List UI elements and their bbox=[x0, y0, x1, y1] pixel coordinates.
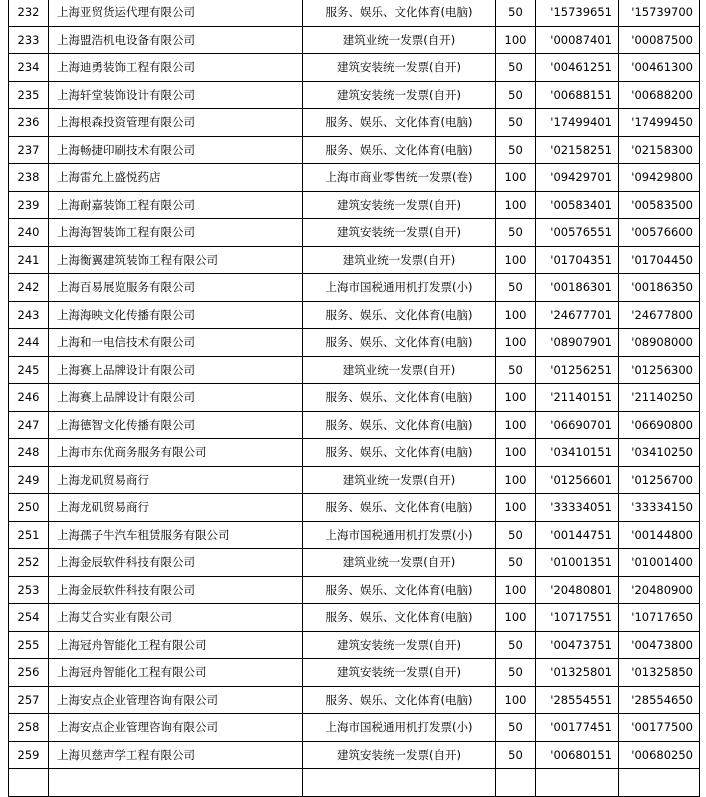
invoice-type-cell: 上海市国税通用机打发票(小) bbox=[303, 714, 496, 742]
end-number-cell: '01325850 bbox=[619, 659, 700, 687]
table-row bbox=[9, 164, 700, 192]
table-row bbox=[9, 631, 700, 659]
row-number-cell: 238 bbox=[9, 164, 49, 192]
invoice-type-cell bbox=[303, 769, 496, 797]
end-number-cell: '00461300 bbox=[619, 54, 700, 82]
start-number-cell: '33334051 bbox=[536, 494, 619, 522]
start-number-cell: '15739651 bbox=[536, 0, 619, 26]
invoice-type-cell: 建筑业统一发票(自开) bbox=[303, 356, 496, 384]
start-number-cell: '03410151 bbox=[536, 439, 619, 467]
company-name-cell: 上海龙矶贸易商行 bbox=[49, 466, 303, 494]
row-number-cell: 243 bbox=[9, 301, 49, 329]
row-number-cell: 254 bbox=[9, 604, 49, 632]
start-number-cell: '00583401 bbox=[536, 191, 619, 219]
start-number-cell bbox=[536, 769, 619, 797]
invoice-type-cell: 上海市商业零售统一发票(卷) bbox=[303, 164, 496, 192]
end-number-cell: '00177500 bbox=[619, 714, 700, 742]
table-row bbox=[9, 604, 700, 632]
invoice-type-cell: 建筑安装统一发票(自开) bbox=[303, 191, 496, 219]
company-name-cell: 上海耐嘉装饰工程有限公司 bbox=[49, 191, 303, 219]
table-row bbox=[9, 356, 700, 384]
row-number-cell: 253 bbox=[9, 576, 49, 604]
company-name-cell: 上海和一电信技术有限公司 bbox=[49, 329, 303, 357]
company-name-cell: 上海贝慈声学工程有限公司 bbox=[49, 741, 303, 769]
end-number-cell: '00186350 bbox=[619, 274, 700, 302]
quantity-cell: 100 bbox=[496, 411, 536, 439]
company-name-cell: 上海迪勇装饰工程有限公司 bbox=[49, 54, 303, 82]
start-number-cell: '00461251 bbox=[536, 54, 619, 82]
quantity-cell: 50 bbox=[496, 714, 536, 742]
start-number-cell: '01001351 bbox=[536, 549, 619, 577]
invoice-table bbox=[8, 0, 700, 797]
company-name-cell: 上海海映文化传播有限公司 bbox=[49, 301, 303, 329]
company-name-cell: 上海冠舟智能化工程有限公司 bbox=[49, 659, 303, 687]
end-number-cell: '01704450 bbox=[619, 246, 700, 274]
start-number-cell: '28554551 bbox=[536, 686, 619, 714]
quantity-cell: 100 bbox=[496, 246, 536, 274]
quantity-cell: 50 bbox=[496, 549, 536, 577]
company-name-cell: 上海衡翼建筑装饰工程有限公司 bbox=[49, 246, 303, 274]
end-number-cell: '09429800 bbox=[619, 164, 700, 192]
quantity-cell: 50 bbox=[496, 109, 536, 137]
row-number-cell: 241 bbox=[9, 246, 49, 274]
row-number-cell: 255 bbox=[9, 631, 49, 659]
invoice-type-cell: 服务、娱乐、文化体育(电脑) bbox=[303, 384, 496, 412]
company-name-cell: 上海金辰软件科技有限公司 bbox=[49, 576, 303, 604]
quantity-cell: 50 bbox=[496, 356, 536, 384]
invoice-type-cell: 服务、娱乐、文化体育(电脑) bbox=[303, 686, 496, 714]
company-name-cell: 上海孺子牛汽车租赁服务有限公司 bbox=[49, 521, 303, 549]
end-number-cell: '00583500 bbox=[619, 191, 700, 219]
company-name-cell: 上海畅捷印刷技术有限公司 bbox=[49, 136, 303, 164]
table-row bbox=[9, 136, 700, 164]
start-number-cell: '00186301 bbox=[536, 274, 619, 302]
table-row bbox=[9, 466, 700, 494]
start-number-cell: '01325801 bbox=[536, 659, 619, 687]
table-row bbox=[9, 686, 700, 714]
invoice-type-cell: 建筑安装统一发票(自开) bbox=[303, 81, 496, 109]
start-number-cell: '20480801 bbox=[536, 576, 619, 604]
table-row bbox=[9, 191, 700, 219]
invoice-type-cell: 建筑安装统一发票(自开) bbox=[303, 54, 496, 82]
end-number-cell: '06690800 bbox=[619, 411, 700, 439]
table-row bbox=[9, 246, 700, 274]
start-number-cell: '24677701 bbox=[536, 301, 619, 329]
row-number-cell: 239 bbox=[9, 191, 49, 219]
start-number-cell: '00177451 bbox=[536, 714, 619, 742]
quantity-cell: 50 bbox=[496, 81, 536, 109]
invoice-type-cell: 服务、娱乐、文化体育(电脑) bbox=[303, 576, 496, 604]
row-number-cell: 258 bbox=[9, 714, 49, 742]
table-row bbox=[9, 219, 700, 247]
quantity-cell: 100 bbox=[496, 26, 536, 54]
quantity-cell: 50 bbox=[496, 521, 536, 549]
end-number-cell: '02158300 bbox=[619, 136, 700, 164]
table-row bbox=[9, 714, 700, 742]
start-number-cell: '00576551 bbox=[536, 219, 619, 247]
start-number-cell: '21140151 bbox=[536, 384, 619, 412]
table-row bbox=[9, 576, 700, 604]
company-name-cell: 上海轩堂装饰设计有限公司 bbox=[49, 81, 303, 109]
row-number-cell: 236 bbox=[9, 109, 49, 137]
invoice-table-body bbox=[9, 0, 700, 796]
invoice-type-cell: 服务、娱乐、文化体育(电脑) bbox=[303, 329, 496, 357]
row-number-cell: 249 bbox=[9, 466, 49, 494]
quantity-cell: 100 bbox=[496, 384, 536, 412]
table-row bbox=[9, 549, 700, 577]
table-row bbox=[9, 659, 700, 687]
invoice-type-cell: 建筑业统一发票(自开) bbox=[303, 246, 496, 274]
row-number-cell bbox=[9, 769, 49, 797]
row-number-cell: 235 bbox=[9, 81, 49, 109]
end-number-cell: '28554650 bbox=[619, 686, 700, 714]
row-number-cell: 248 bbox=[9, 439, 49, 467]
quantity-cell: 50 bbox=[496, 219, 536, 247]
start-number-cell: '00680151 bbox=[536, 741, 619, 769]
table-row bbox=[9, 439, 700, 467]
invoice-type-cell: 上海市国税通用机打发票(小) bbox=[303, 274, 496, 302]
quantity-cell: 100 bbox=[496, 301, 536, 329]
start-number-cell: '00087401 bbox=[536, 26, 619, 54]
quantity-cell: 100 bbox=[496, 439, 536, 467]
table-row bbox=[9, 109, 700, 137]
quantity-cell: 50 bbox=[496, 631, 536, 659]
company-name-cell: 上海百易展览服务有限公司 bbox=[49, 274, 303, 302]
quantity-cell: 100 bbox=[496, 494, 536, 522]
company-name-cell bbox=[49, 769, 303, 797]
end-number-cell: '00680250 bbox=[619, 741, 700, 769]
quantity-cell: 100 bbox=[496, 576, 536, 604]
company-name-cell: 上海赛上品牌设计有限公司 bbox=[49, 356, 303, 384]
quantity-cell: 100 bbox=[496, 604, 536, 632]
row-number-cell: 256 bbox=[9, 659, 49, 687]
table-row bbox=[9, 329, 700, 357]
start-number-cell: '02158251 bbox=[536, 136, 619, 164]
invoice-type-cell: 建筑安装统一发票(自开) bbox=[303, 741, 496, 769]
company-name-cell: 上海金辰软件科技有限公司 bbox=[49, 549, 303, 577]
row-number-cell: 257 bbox=[9, 686, 49, 714]
start-number-cell: '17499401 bbox=[536, 109, 619, 137]
company-name-cell: 上海德智文化传播有限公司 bbox=[49, 411, 303, 439]
row-number-cell: 247 bbox=[9, 411, 49, 439]
row-number-cell: 242 bbox=[9, 274, 49, 302]
table-row bbox=[9, 411, 700, 439]
invoice-type-cell: 服务、娱乐、文化体育(电脑) bbox=[303, 136, 496, 164]
row-number-cell: 246 bbox=[9, 384, 49, 412]
quantity-cell: 100 bbox=[496, 466, 536, 494]
invoice-type-cell: 服务、娱乐、文化体育(电脑) bbox=[303, 604, 496, 632]
invoice-type-cell: 服务、娱乐、文化体育(电脑) bbox=[303, 301, 496, 329]
company-name-cell: 上海盟浩机电设备有限公司 bbox=[49, 26, 303, 54]
quantity-cell bbox=[496, 769, 536, 797]
invoice-type-cell: 建筑安装统一发票(自开) bbox=[303, 631, 496, 659]
end-number-cell: '08908000 bbox=[619, 329, 700, 357]
end-number-cell: '17499450 bbox=[619, 109, 700, 137]
table-row bbox=[9, 741, 700, 769]
table-row bbox=[9, 494, 700, 522]
start-number-cell: '10717551 bbox=[536, 604, 619, 632]
end-number-cell: '01001400 bbox=[619, 549, 700, 577]
start-number-cell: '09429701 bbox=[536, 164, 619, 192]
end-number-cell: '01256700 bbox=[619, 466, 700, 494]
row-number-cell: 233 bbox=[9, 26, 49, 54]
quantity-cell: 100 bbox=[496, 191, 536, 219]
invoice-type-cell: 服务、娱乐、文化体育(电脑) bbox=[303, 109, 496, 137]
table-row bbox=[9, 301, 700, 329]
start-number-cell: '06690701 bbox=[536, 411, 619, 439]
quantity-cell: 50 bbox=[496, 0, 536, 26]
quantity-cell: 50 bbox=[496, 54, 536, 82]
end-number-cell: '21140250 bbox=[619, 384, 700, 412]
company-name-cell: 上海海智装饰工程有限公司 bbox=[49, 219, 303, 247]
quantity-cell: 100 bbox=[496, 329, 536, 357]
end-number-cell: '00144800 bbox=[619, 521, 700, 549]
invoice-type-cell: 建筑业统一发票(自开) bbox=[303, 549, 496, 577]
row-number-cell: 250 bbox=[9, 494, 49, 522]
end-number-cell: '00473800 bbox=[619, 631, 700, 659]
start-number-cell: '08907901 bbox=[536, 329, 619, 357]
invoice-type-cell: 服务、娱乐、文化体育(电脑) bbox=[303, 439, 496, 467]
start-number-cell: '01704351 bbox=[536, 246, 619, 274]
end-number-cell bbox=[619, 769, 700, 797]
company-name-cell: 上海市东优商务服务有限公司 bbox=[49, 439, 303, 467]
table-row bbox=[9, 54, 700, 82]
company-name-cell: 上海安点企业管理咨询有限公司 bbox=[49, 714, 303, 742]
row-number-cell: 237 bbox=[9, 136, 49, 164]
row-number-cell: 259 bbox=[9, 741, 49, 769]
row-number-cell: 252 bbox=[9, 549, 49, 577]
row-number-cell: 234 bbox=[9, 54, 49, 82]
row-number-cell: 240 bbox=[9, 219, 49, 247]
invoice-type-cell: 服务、娱乐、文化体育(电脑) bbox=[303, 411, 496, 439]
end-number-cell: '00688200 bbox=[619, 81, 700, 109]
table-row bbox=[9, 769, 700, 797]
end-number-cell: '00576600 bbox=[619, 219, 700, 247]
quantity-cell: 50 bbox=[496, 136, 536, 164]
start-number-cell: '00688151 bbox=[536, 81, 619, 109]
invoice-type-cell: 建筑业统一发票(自开) bbox=[303, 466, 496, 494]
row-number-cell: 251 bbox=[9, 521, 49, 549]
table-row bbox=[9, 26, 700, 54]
invoice-type-cell: 建筑安装统一发票(自开) bbox=[303, 219, 496, 247]
end-number-cell: '00087500 bbox=[619, 26, 700, 54]
table-row bbox=[9, 81, 700, 109]
company-name-cell: 上海亚贸货运代理有限公司 bbox=[49, 0, 303, 26]
invoice-type-cell: 上海市国税通用机打发票(小) bbox=[303, 521, 496, 549]
quantity-cell: 50 bbox=[496, 659, 536, 687]
row-number-cell: 244 bbox=[9, 329, 49, 357]
end-number-cell: '33334150 bbox=[619, 494, 700, 522]
start-number-cell: '00473751 bbox=[536, 631, 619, 659]
table-row bbox=[9, 384, 700, 412]
quantity-cell: 50 bbox=[496, 741, 536, 769]
end-number-cell: '24677800 bbox=[619, 301, 700, 329]
table-row bbox=[9, 0, 700, 26]
invoice-type-cell: 建筑安装统一发票(自开) bbox=[303, 659, 496, 687]
invoice-type-cell: 服务、娱乐、文化体育(电脑) bbox=[303, 494, 496, 522]
invoice-type-cell: 建筑业统一发票(自开) bbox=[303, 26, 496, 54]
quantity-cell: 100 bbox=[496, 686, 536, 714]
start-number-cell: '01256601 bbox=[536, 466, 619, 494]
table-row bbox=[9, 521, 700, 549]
invoice-type-cell: 服务、娱乐、文化体育(电脑) bbox=[303, 0, 496, 26]
start-number-cell: '00144751 bbox=[536, 521, 619, 549]
company-name-cell: 上海雷允上盛悦药店 bbox=[49, 164, 303, 192]
company-name-cell: 上海龙矶贸易商行 bbox=[49, 494, 303, 522]
start-number-cell: '01256251 bbox=[536, 356, 619, 384]
end-number-cell: '15739700 bbox=[619, 0, 700, 26]
company-name-cell: 上海根森投资管理有限公司 bbox=[49, 109, 303, 137]
row-number-cell: 245 bbox=[9, 356, 49, 384]
end-number-cell: '10717650 bbox=[619, 604, 700, 632]
company-name-cell: 上海安点企业管理咨询有限公司 bbox=[49, 686, 303, 714]
end-number-cell: '01256300 bbox=[619, 356, 700, 384]
table-row bbox=[9, 274, 700, 302]
quantity-cell: 50 bbox=[496, 274, 536, 302]
company-name-cell: 上海赛上品牌设计有限公司 bbox=[49, 384, 303, 412]
company-name-cell: 上海冠舟智能化工程有限公司 bbox=[49, 631, 303, 659]
quantity-cell: 100 bbox=[496, 164, 536, 192]
end-number-cell: '20480900 bbox=[619, 576, 700, 604]
row-number-cell: 232 bbox=[9, 0, 49, 26]
end-number-cell: '03410250 bbox=[619, 439, 700, 467]
company-name-cell: 上海艾合实业有限公司 bbox=[49, 604, 303, 632]
